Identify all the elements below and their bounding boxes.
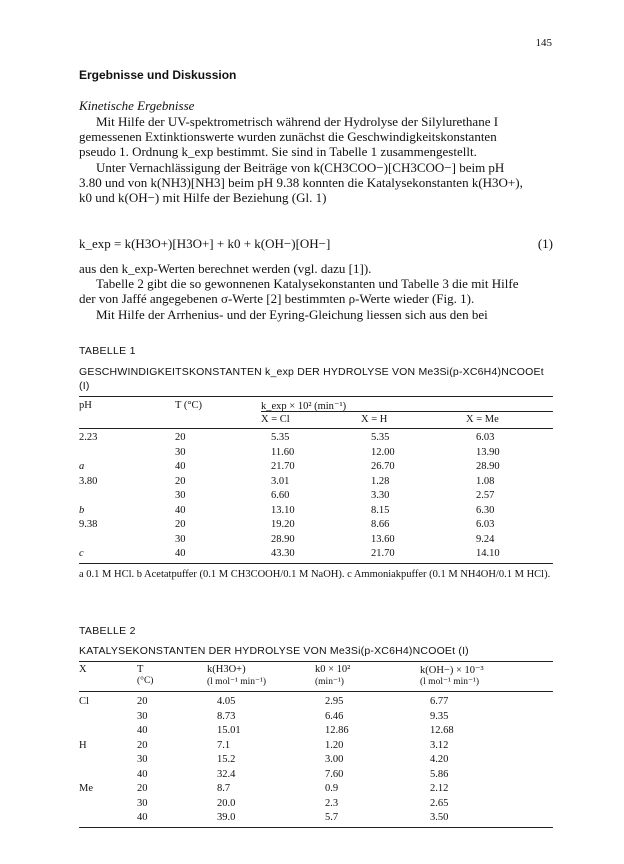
table2-unit-cell: (°C) bbox=[137, 676, 154, 686]
table2-header-cell: k(H3O+) bbox=[207, 664, 246, 675]
table2-row bbox=[79, 725, 553, 740]
table2-row-cell: 2.12 bbox=[430, 783, 449, 794]
table2-row-cell: 4.20 bbox=[430, 754, 449, 765]
table2-row-cell: 20 bbox=[137, 696, 148, 707]
table2-row-cell: 4.05 bbox=[217, 696, 236, 707]
para1-line: Unter Vernachlässigung der Beiträge von k(CH3COO−)[CH3COO−] beim pH bbox=[96, 159, 505, 175]
table1-row bbox=[79, 476, 553, 491]
table2-row-cell: 15.2 bbox=[217, 754, 236, 765]
table1-row-cell bbox=[79, 447, 175, 462]
table2-row-cell bbox=[79, 725, 137, 740]
table2-row-cell: 40 bbox=[137, 812, 148, 823]
table2-row-cell: 8.73 bbox=[217, 710, 236, 722]
table1-row bbox=[79, 432, 553, 447]
equation-number: (1) bbox=[537, 236, 553, 251]
table2-row-cell: Me bbox=[79, 783, 93, 794]
table2-row bbox=[79, 812, 553, 827]
table1-row-cell: 9.24 bbox=[476, 533, 495, 545]
table2-row bbox=[79, 783, 553, 798]
table2-bottom-rule bbox=[79, 827, 553, 828]
para2-line: Mit Hilfe der Arrhenius- und der Eyring-Gleichung liessen sich aus den bei bbox=[96, 306, 488, 322]
table2-unit-cell: (min⁻¹) bbox=[315, 677, 344, 687]
table1-row-cell: 3.80 bbox=[79, 475, 98, 487]
table1-row-cell: 3.30 bbox=[371, 490, 390, 501]
table2-row-cell: 30 bbox=[137, 710, 148, 722]
table1-row-cell: 3.01 bbox=[271, 475, 290, 487]
table2-row-cell: 40 bbox=[137, 768, 148, 780]
table2-row-cell: 7.1 bbox=[217, 739, 231, 751]
table2-header-cell: k0 × 10² bbox=[315, 664, 351, 675]
table2-row-cell: 8.7 bbox=[217, 783, 231, 794]
table1-row-cell: 40 bbox=[175, 504, 186, 516]
table1-row-cell: 40 bbox=[175, 548, 186, 559]
table2-body bbox=[79, 696, 553, 827]
table1-caption: TABELLE 1 bbox=[79, 345, 136, 357]
table1-header-rule bbox=[79, 428, 553, 429]
table1-row-cell: 20 bbox=[175, 432, 186, 443]
table1-row-cell: 28.90 bbox=[271, 533, 295, 545]
equation-text: k_exp = k(H3O+)[H3O+] + k0 + k(OH−)[OH−] bbox=[79, 236, 331, 251]
table2-row-cell bbox=[79, 711, 137, 726]
table1-row-cell: 21.70 bbox=[371, 548, 395, 559]
table1-subheader-cell: X = Cl bbox=[261, 414, 290, 425]
para1-line: pseudo 1. Ordnung k_exp bestimmt. Sie sind in Tabelle 1 zusammengestellt. bbox=[79, 144, 477, 160]
table1-row-cell: 6.03 bbox=[476, 432, 495, 443]
table2-row-cell: 2.3 bbox=[325, 797, 339, 809]
para2-line: der von Jaffé angegebenen σ-Werte [2] bestimmten ρ-Werte wieder (Fig. 1). bbox=[79, 291, 475, 307]
table2-row-cell bbox=[79, 812, 137, 827]
table2-row-cell: 5.86 bbox=[430, 768, 449, 780]
para1-line: gemessenen Extinktionswerte wurden zunächst die Geschwindigkeitskonstanten bbox=[79, 129, 497, 145]
table1-row-cell: 5.35 bbox=[271, 432, 290, 443]
table1-row bbox=[79, 519, 553, 534]
table1-row-cell: 13.60 bbox=[371, 533, 395, 545]
table1-row-cell: 2.23 bbox=[79, 432, 98, 443]
table2-row-cell: Cl bbox=[79, 696, 89, 707]
table2-row-cell: 3.50 bbox=[430, 812, 449, 823]
table2-row-cell: 12.86 bbox=[325, 725, 349, 736]
table1-row-cell: 2.57 bbox=[476, 490, 495, 501]
table1-row-cell: 6.60 bbox=[271, 490, 290, 501]
table2-row-cell: 30 bbox=[137, 797, 148, 809]
table1-top-rule bbox=[79, 396, 553, 397]
table2-row-cell: 1.20 bbox=[325, 739, 344, 751]
table1-row-cell: 11.60 bbox=[271, 446, 295, 458]
table2-row bbox=[79, 798, 553, 813]
table1-row-cell bbox=[79, 490, 175, 505]
table1-header-cell: pH bbox=[79, 400, 92, 411]
table2-caption: TABELLE 2 bbox=[79, 625, 136, 637]
table1-footnote: a 0.1 M HCl. b Acetatpuffer (0.1 M CH3COOH/0.1 M NaOH). c Ammoniakpuffer (0.1 M NH4OH/0.1 M HCl). bbox=[79, 569, 551, 580]
table1-row bbox=[79, 490, 553, 505]
table2-row-cell: 7.60 bbox=[325, 768, 344, 780]
table1-row-cell: 8.15 bbox=[371, 504, 390, 516]
table2-row bbox=[79, 740, 553, 755]
table2-row-cell bbox=[79, 769, 137, 784]
table2-row-cell: 32.4 bbox=[217, 768, 236, 780]
table1-row-cell: 40 bbox=[175, 461, 186, 472]
table2-header-cell: k(OH−) × 10⁻³ bbox=[420, 665, 484, 676]
table2-row-cell: 9.35 bbox=[430, 710, 449, 722]
table2-row-cell: H bbox=[79, 739, 87, 751]
subheading: Kinetische Ergebnisse bbox=[79, 98, 195, 113]
table1-row bbox=[79, 447, 553, 462]
table1-row-cell: 14.10 bbox=[476, 548, 500, 559]
table2-title: KATALYSEKONSTANTEN DER HYDROLYSE VON Me3Si(p-XC6H4)NCOOEt (I) bbox=[79, 645, 469, 657]
table2-row-cell: 39.0 bbox=[217, 812, 236, 823]
table2-row-cell: 15.01 bbox=[217, 725, 241, 736]
table1-row-cell: 8.66 bbox=[371, 519, 390, 530]
table1-row-cell: 30 bbox=[175, 446, 186, 458]
para1-line: 3.80 und von k(NH3)[NH3] beim pH 9.38 konnten die Katalysekonstanten k(H3O+), bbox=[79, 174, 523, 190]
page-number: 145 bbox=[535, 37, 552, 49]
para1-line: k0 und k(OH−) mit Hilfe der Beziehung (Gl. 1) bbox=[79, 190, 327, 206]
table1-subheader bbox=[79, 414, 553, 425]
table2-unit-cell: (l mol⁻¹ min⁻¹) bbox=[420, 677, 479, 687]
table1-span-rule bbox=[261, 411, 553, 412]
para2-line: Tabelle 2 gibt die so gewonnenen Katalysekonstanten und Tabelle 3 die mit Hilfe bbox=[96, 276, 519, 292]
table2-row-cell bbox=[79, 754, 137, 769]
table1-bottom-rule bbox=[79, 563, 553, 564]
table1-row bbox=[79, 548, 553, 563]
para1-line: Mit Hilfe der UV-spektrometrisch während der Hydrolyse der Silylurethane I bbox=[96, 114, 499, 129]
table2-row-cell: 20 bbox=[137, 783, 148, 794]
table2-header bbox=[79, 664, 553, 687]
table1-row-cell: 1.28 bbox=[371, 475, 390, 487]
table2-row-cell: 20.0 bbox=[217, 797, 236, 809]
table2-row-cell: 40 bbox=[137, 725, 148, 736]
table2-row-cell: 20 bbox=[137, 739, 148, 751]
table1-header-cell: T (°C) bbox=[175, 400, 203, 411]
section-heading: Ergebnisse und Diskussion bbox=[79, 68, 237, 82]
table2-row-cell: 0.9 bbox=[325, 783, 339, 794]
equation-1 bbox=[79, 236, 553, 252]
table1-row-cell: 20 bbox=[175, 475, 186, 487]
table1-row-cell: 9.38 bbox=[79, 519, 98, 530]
table1-row bbox=[79, 534, 553, 549]
table2-row-cell: 6.46 bbox=[325, 710, 344, 722]
table2-header-cell: T bbox=[137, 664, 144, 675]
table2-row bbox=[79, 711, 553, 726]
table1-body bbox=[79, 432, 553, 563]
table1-row-cell: 12.00 bbox=[371, 446, 395, 458]
table1-row-cell: 6.30 bbox=[476, 504, 495, 516]
table1-row-cell: a bbox=[79, 461, 85, 472]
table2-row bbox=[79, 754, 553, 769]
table2-row-cell: 12.68 bbox=[430, 725, 454, 736]
table1-row-cell: 43.30 bbox=[271, 548, 295, 559]
table1-row bbox=[79, 461, 553, 476]
table1-row-cell: 1.08 bbox=[476, 475, 495, 487]
table1-row-cell: 20 bbox=[175, 519, 186, 530]
table2-unit-cell: (l mol⁻¹ min⁻¹) bbox=[207, 677, 266, 687]
table1-row-cell: 6.03 bbox=[476, 519, 495, 530]
table1-row-cell: 19.20 bbox=[271, 519, 295, 530]
table1-row bbox=[79, 505, 553, 520]
table2-row-cell: 2.65 bbox=[430, 797, 449, 809]
table2-row-cell: 3.12 bbox=[430, 739, 449, 751]
table1-row-cell: b bbox=[79, 504, 85, 516]
table1-row-cell: 30 bbox=[175, 490, 186, 501]
table2-row-cell: 6.77 bbox=[430, 696, 449, 707]
table1-row-cell: 26.70 bbox=[371, 461, 395, 472]
table1-subheader-cell: X = Me bbox=[466, 414, 499, 425]
table2-row-cell: 2.95 bbox=[325, 696, 344, 707]
table2-row bbox=[79, 696, 553, 711]
table2-row-cell: 5.7 bbox=[325, 812, 339, 823]
table1-row-cell: 21.70 bbox=[271, 461, 295, 472]
table2-header-rule bbox=[79, 691, 553, 692]
table2-row-cell bbox=[79, 798, 137, 813]
table2-unit-cell bbox=[79, 676, 137, 687]
table2-row-cell: 30 bbox=[137, 754, 148, 765]
table1-title: GESCHWINDIGKEITSKONSTANTEN k_exp DER HYDROLYSE VON Me3Si(p-XC6H4)NCOOEt (I) bbox=[79, 366, 544, 392]
table1-subheader-cell: X = H bbox=[361, 414, 388, 425]
table1-row-cell: 30 bbox=[175, 533, 186, 545]
table2-top-rule bbox=[79, 661, 553, 662]
para2-line: aus den k_exp-Werten berechnet werden (vgl. dazu [1]). bbox=[79, 261, 372, 276]
table1-row-cell: 5.35 bbox=[371, 432, 390, 443]
table1-row-cell: 13.10 bbox=[271, 504, 295, 516]
table1-header-cell: k_exp × 10² (min⁻¹) bbox=[261, 401, 347, 412]
table1-row-cell: 13.90 bbox=[476, 446, 500, 458]
table1-row-cell: 28.90 bbox=[476, 461, 500, 472]
paragraph-2 bbox=[79, 261, 553, 322]
table2-row bbox=[79, 769, 553, 784]
paragraph-1 bbox=[79, 114, 553, 205]
table2-row-cell: 3.00 bbox=[325, 754, 344, 765]
table2-header-cell: X bbox=[79, 664, 87, 675]
table1-row-cell bbox=[79, 534, 175, 549]
table1-row-cell: c bbox=[79, 548, 84, 559]
